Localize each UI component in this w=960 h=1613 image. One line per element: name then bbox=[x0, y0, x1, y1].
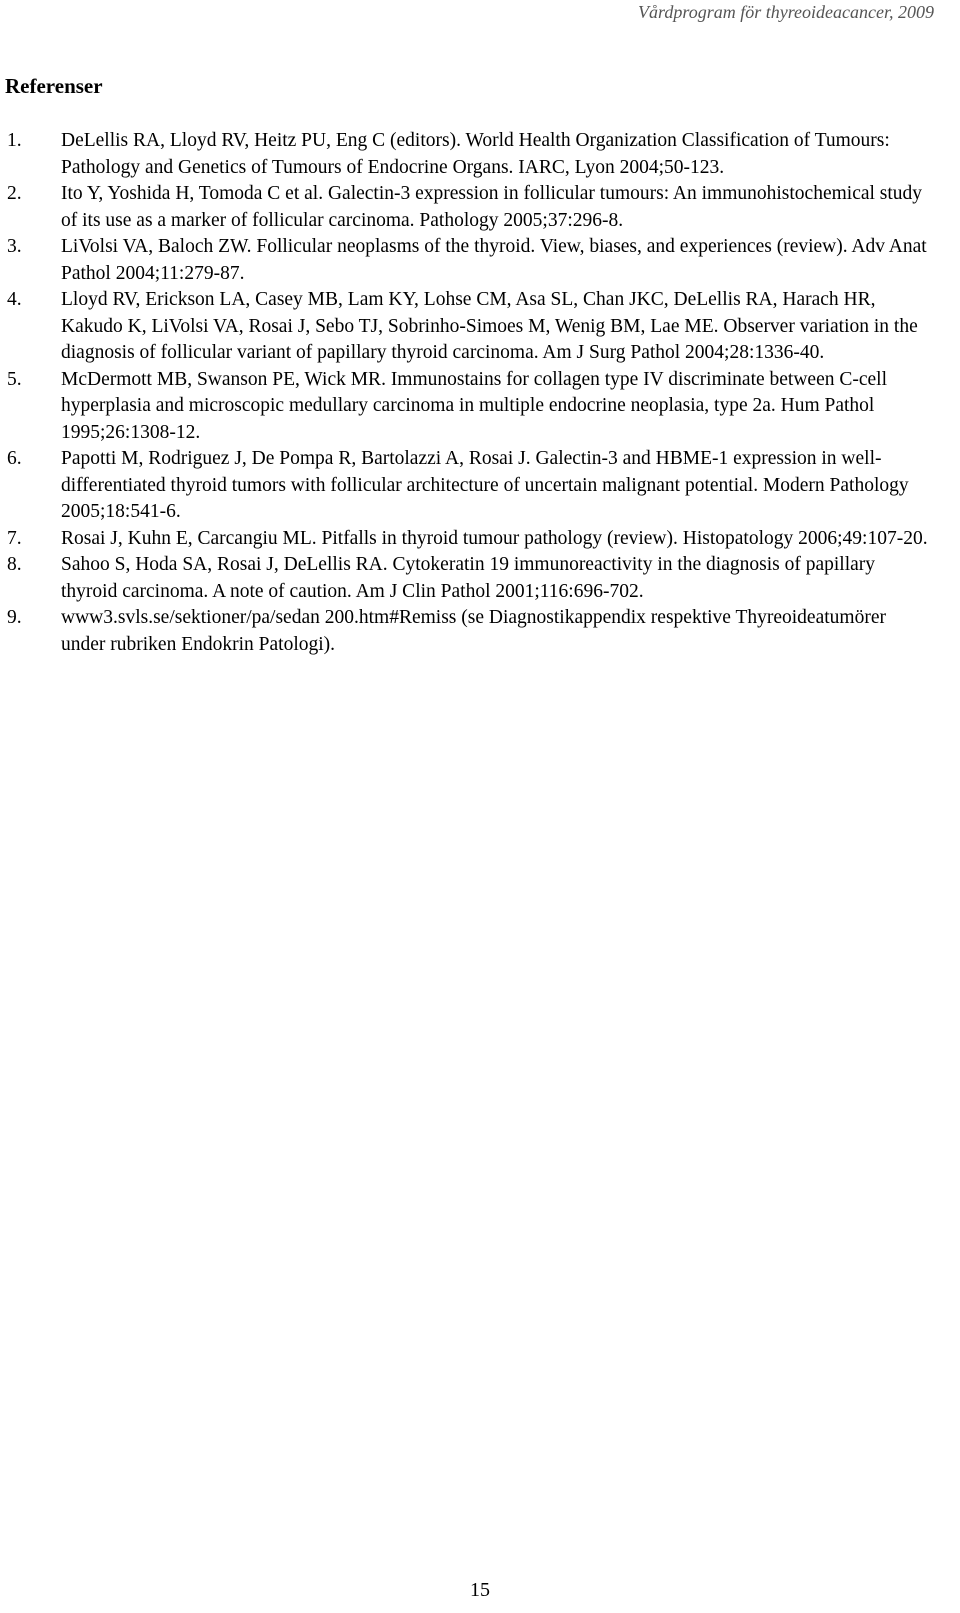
section-heading: Referenser bbox=[5, 74, 103, 98]
reference-text: Ito Y, Yoshida H, Tomoda C et al. Galectin-3 expression in follicular tumours: An immunohistochemical study of its use as a marker of follicular carcinoma. Pathology 2005;37:296-8. bbox=[61, 183, 923, 231]
reference-text: McDermott MB, Swanson PE, Wick MR. Immunostains for collagen type IV discriminate between C-cell hyperplasia and microscopic medullary carcinoma in multiple endocrine neoplasia, type 2a. Hum Pathol 1995;26:1308-12. bbox=[61, 368, 888, 443]
reference-number: 5. bbox=[7, 368, 22, 390]
reference-number: 9. bbox=[7, 607, 22, 628]
running-header: Vårdprogram för thyreoideacancer, 2009 bbox=[638, 2, 934, 22]
reference-item-8 bbox=[0, 552, 930, 605]
reference-item-5 bbox=[0, 367, 930, 447]
reference-item-3 bbox=[0, 234, 930, 287]
reference-text: Lloyd RV, Erickson LA, Casey MB, Lam KY, Lohse CM, Asa SL, Chan JKC, DeLellis RA, Harach HR, Kakudo K, LiVolsi VA, Rosai J, Sebo TJ, Sobrinho-Simoes M, Wenig BM, Lae ME. Observer variation in the diagnosis of follicular variant of papillary thyroid carcinoma. Am J Surg Pathol 2004;28:1336-40. bbox=[61, 289, 918, 363]
reference-number: 3. bbox=[7, 236, 22, 257]
reference-number: 2. bbox=[7, 183, 22, 204]
reference-text: Rosai J, Kuhn E, Carcangiu ML. Pitfalls in thyroid tumour pathology (review). Histopatology 2006;49:107-20. bbox=[61, 527, 928, 549]
reference-item-9 bbox=[0, 605, 930, 658]
reference-item-6 bbox=[0, 446, 930, 526]
reference-number: 8. bbox=[7, 554, 22, 575]
reference-item-2 bbox=[0, 181, 930, 234]
reference-text: LiVolsi VA, Baloch ZW. Follicular neoplasms of the thyroid. View, biases, and experiences (review). Adv Anat Pathol 2004;11:279-87. bbox=[61, 236, 927, 284]
reference-text: DeLellis RA, Lloyd RV, Heitz PU, Eng C (editors). World Health Organization Classification of Tumours: Pathology and Genetics of Tumours of Endocrine Organs. IARC, Lyon 2004;50-123. bbox=[61, 130, 890, 178]
reference-text: Papotti M, Rodriguez J, De Pompa R, Bartolazzi A, Rosai J. Galectin-3 and HBME-1 expression in well-differentiated thyroid tumors with follicular architecture of uncertain malignant potential. Modern Pathology 2005;18:541-6. bbox=[61, 448, 909, 522]
page-number: 15 bbox=[470, 1579, 490, 1601]
reference-text: www3.svls.se/sektioner/pa/sedan 200.htm#Remiss (se Diagnostikappendix respektive Thyreoideatumörer under rubriken Endokrin Patologi). bbox=[61, 607, 886, 655]
reference-item-1 bbox=[0, 128, 930, 181]
reference-number: 7. bbox=[7, 527, 22, 549]
reference-text: Sahoo S, Hoda SA, Rosai J, DeLellis RA. Cytokeratin 19 immunoreactivity in the diagnosis of papillary thyroid carcinoma. A note of caution. Am J Clin Pathol 2001;116:696-702. bbox=[61, 554, 876, 602]
reference-number: 1. bbox=[7, 130, 22, 151]
reference-number: 6. bbox=[7, 448, 22, 469]
reference-item-4 bbox=[0, 287, 930, 367]
reference-item-7 bbox=[0, 526, 930, 553]
reference-number: 4. bbox=[7, 289, 22, 310]
reference-list bbox=[0, 128, 930, 658]
